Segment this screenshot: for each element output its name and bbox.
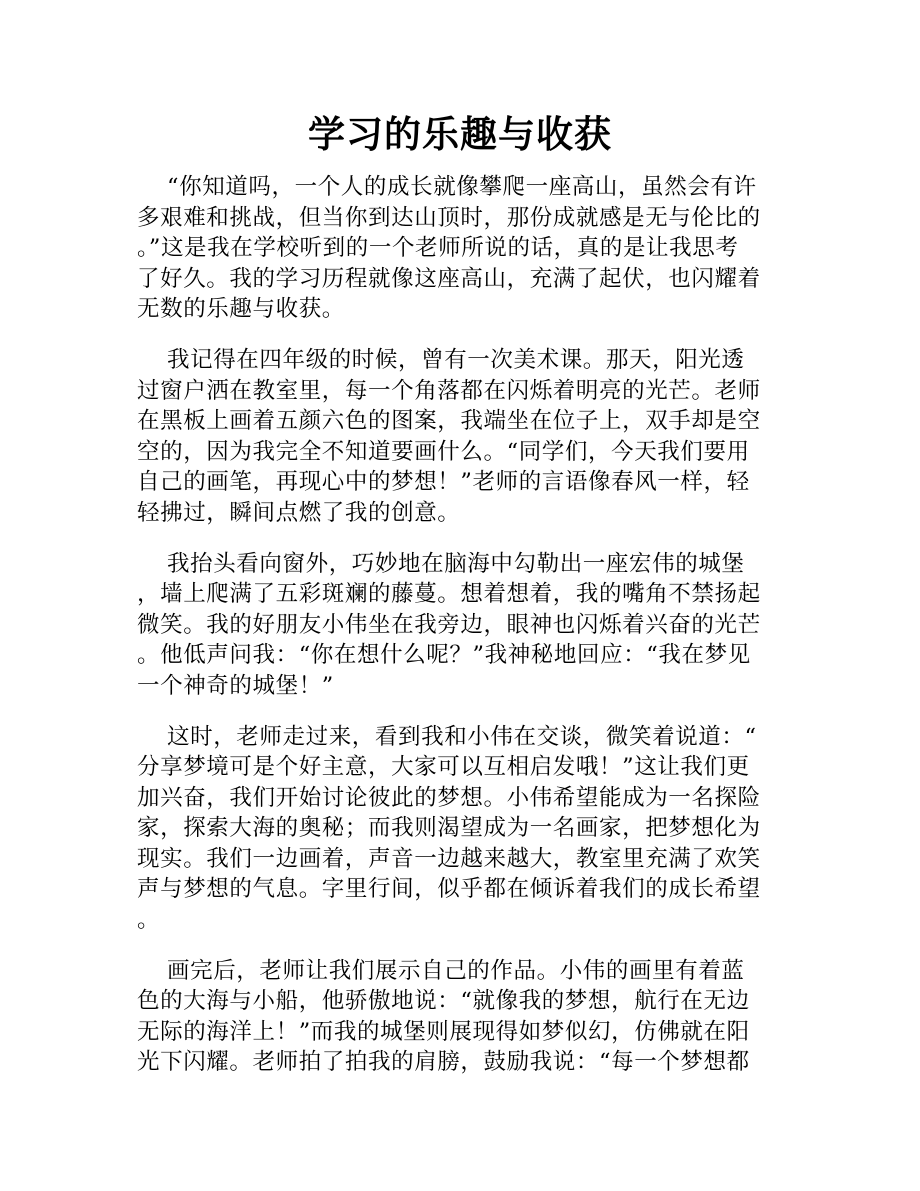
paragraph-line: “你知道吗，一个人的成长就像攀爬一座高山，虽然会有许	[167, 174, 757, 200]
paragraph-line: 家，探索大海的奥秘；而我则渴望成为一名画家，把梦想化为	[137, 815, 761, 842]
paragraph-line: 空的，因为我完全不知道要画什么。“同学们，今天我们要用	[137, 438, 750, 465]
paragraph-line: 声与梦想的气息。字里行间，似乎都在倾诉着我们的成长希望	[137, 876, 761, 903]
paragraph-line: 过窗户洒在教室里，每一个角落都在闪烁着明亮的光芒。老师	[137, 377, 761, 404]
paragraph-line: 了好久。我的学习历程就像这座高山，充满了起伏，也闪耀着	[137, 265, 761, 292]
paragraph-line: 加兴奋，我们开始讨论彼此的梦想。小伟希望能成为一名探险	[137, 784, 761, 811]
document-body	[137, 172, 787, 1098]
paragraph-line: 轻拂过，瞬间点燃了我的创意。	[137, 499, 461, 526]
paragraph-line: 在黑板上画着五颜六色的图案，我端坐在位子上，双手却是空	[137, 408, 761, 435]
paragraph-3	[137, 549, 787, 702]
paragraph-line: 画完后，老师让我们展示自己的作品。小伟的画里有着蓝	[167, 957, 745, 984]
paragraph-line: 这时，老师走过来，看到我和小伟在交谈，微笑着说道：“	[167, 723, 757, 750]
paragraph-line: 。”这是我在学校听到的一个老师所说的话，真的是让我思考	[137, 235, 739, 262]
paragraph-line: 自己的画笔，再现心中的梦想！”老师的言语像春风一样，轻	[137, 469, 750, 496]
paragraph-line: 一个神奇的城堡！”	[137, 672, 334, 699]
paragraph-line: 。他低声问我：“你在想什么呢？”我神秘地回应：“我在梦见	[137, 642, 751, 669]
paragraph-2	[137, 345, 787, 529]
paragraph-line: 微笑。我的好朋友小伟坐在我旁边，眼神也闪烁着兴奋的光芒	[137, 611, 761, 638]
paragraph-line: 。	[137, 907, 161, 934]
paragraph-line: ，墙上爬满了五彩斑斓的藤蔓。想着想着，我的嘴角不禁扬起	[137, 581, 761, 608]
paragraph-line: 多艰难和挑战，但当你到达山顶时，那份成就感是无与伦比的	[137, 204, 761, 231]
paragraph-line: 现实。我们一边画着，声音一边越来越大，教室里充满了欢笑	[137, 845, 761, 872]
paragraph-line: 分享梦境可是个好主意，大家可以互相启发哦！”这让我们更	[137, 754, 750, 781]
document-title: 学习的乐趣与收获	[308, 113, 612, 156]
paragraph-4	[137, 722, 787, 936]
paragraph-line: 我记得在四年级的时候，曾有一次美术课。那天，阳光透	[167, 346, 745, 373]
paragraph-line: 光下闪耀。老师拍了拍我的肩膀，鼓励我说：“每一个梦想都	[137, 1049, 750, 1076]
paragraph-line: 无际的海洋上！”而我的城堡则展现得如梦似幻，仿佛就在阳	[137, 1018, 750, 1045]
paragraph-5	[137, 956, 787, 1078]
paragraph-line: 色的大海与小船，他骄傲地说：“就像我的梦想，航行在无边	[137, 988, 750, 1015]
paragraph-line: 无数的乐趣与收获。	[137, 296, 345, 323]
paragraph-1	[137, 172, 787, 325]
paragraph-line: 我抬头看向窗外，巧妙地在脑海中勾勒出一座宏伟的城堡	[167, 550, 745, 577]
